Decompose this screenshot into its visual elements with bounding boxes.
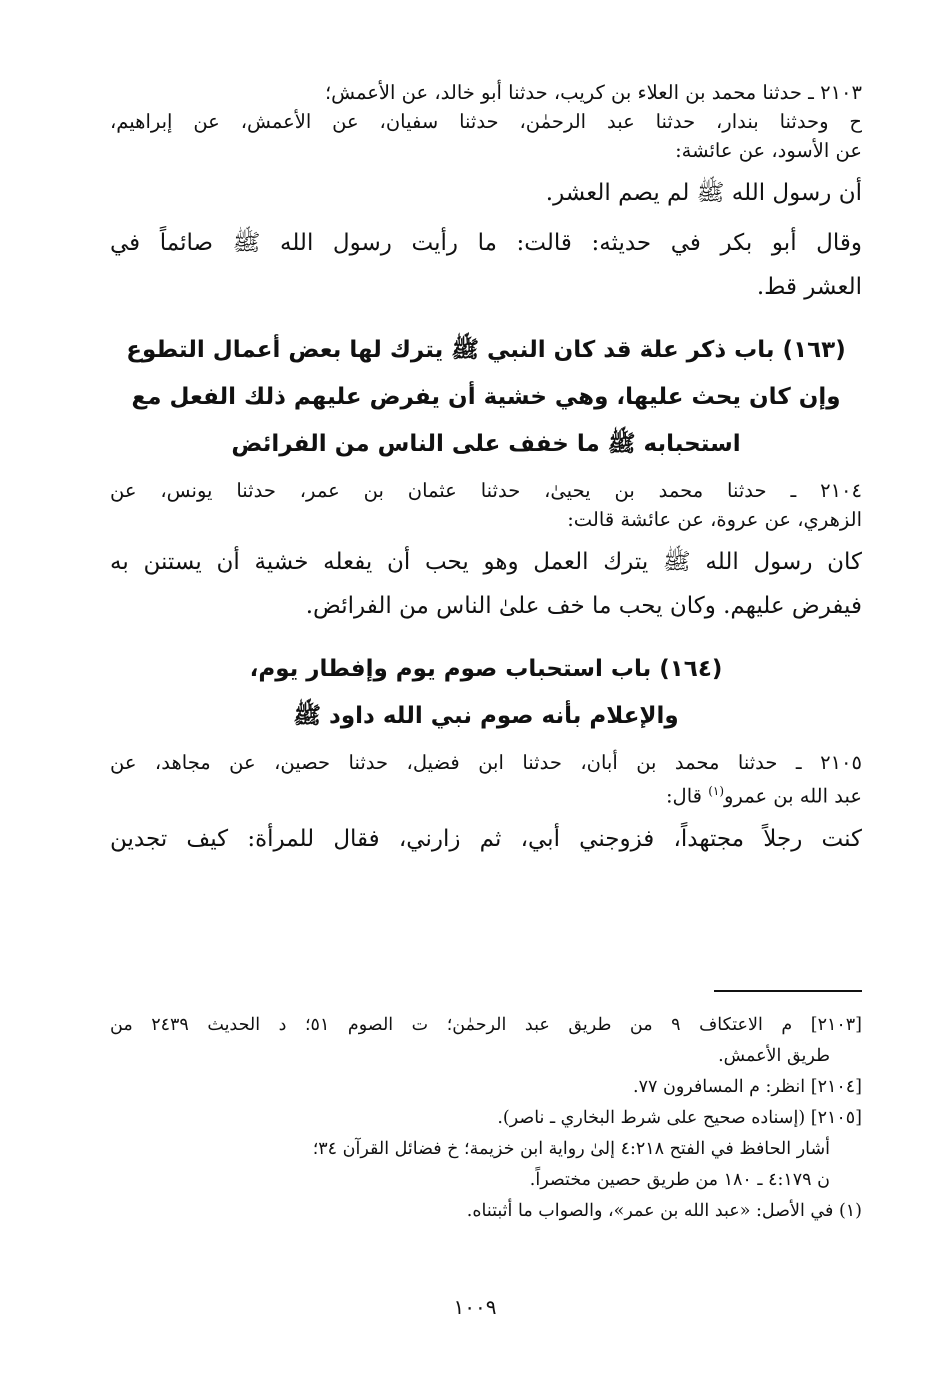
footnote-separator: [714, 990, 862, 992]
hadith-2105-narrator: عبد الله بن عمرو: [724, 784, 862, 808]
chapter-164-heading: [110, 646, 862, 740]
hadith-2103-matn-line-3: العشر قط.: [756, 274, 862, 300]
hadith-2105-isnad-line-1: ٢١٠٥ ـ حدثنا محمد بن أبان، حدثنا ابن فضيل، حدثنا حصين، عن مجاهد، عن: [110, 751, 862, 774]
chapter-163-heading-line-3: استحبابه ﷺ ما خفف على الناس من الفرائض: [231, 431, 741, 457]
footnote-2105-line-3: ن ٤:١٧٩ ـ ١٨٠ من طريق حصين مختصراً.: [529, 1170, 830, 1190]
hadith-2103-matn-line-1: أن رسول الله ﷺ لم يصم العشر.: [545, 180, 862, 206]
hadith-2105: [110, 748, 862, 861]
footnote-2103-line-1: [٢١٠٣] م الاعتكاف ٩ من طريق عبد الرحمٰن؛ ت الصوم ٥١؛ د الحديث ٢٤٣٩ من: [110, 1015, 862, 1035]
hadith-2105-matn-line-1: كنت رجلاً مجتهداً، فزوجني أبي، ثم زارني، فقال للمرأة: كيف تجدين: [110, 825, 862, 852]
hadith-2103-isnad-line-3: عن الأسود، عن عائشة:: [675, 139, 862, 162]
hadith-2105-isnad-line-2: [110, 777, 862, 811]
page-body: [110, 78, 862, 861]
chapter-163-heading: [110, 327, 862, 468]
hadith-2104-matn-line-2: فيفرض عليهم. وكان يحب ما خف علىٰ الناس من الفرائض.: [305, 593, 862, 619]
hadith-2104-isnad-line-2: الزهري، عن عروة، عن عائشة قالت:: [567, 508, 862, 531]
page-number: ١٠٠٩: [453, 1295, 497, 1319]
footnotes: [110, 1010, 862, 1227]
footnote-2104: [٢١٠٤] انظر: م المسافرون ٧٧.: [633, 1077, 862, 1097]
chapter-163-heading-line-1: (١٦٣) باب ذكر علة قد كان النبي ﷺ يترك لها بعض أعمال التطوع: [126, 337, 846, 363]
footnote-2103-line-2: طريق الأعمش.: [718, 1046, 830, 1066]
chapter-164-heading-line-2: والإعلام بأنه صوم نبي الله داود ﷺ: [293, 703, 679, 729]
hadith-2104-matn-line-1: كان رسول الله ﷺ يترك العمل وهو يحب أن يفعله خشية أن يستنن به: [110, 549, 862, 575]
hadith-2104: [110, 476, 862, 628]
hadith-2103-matn-line-2: وقال أبو بكر في حديثه: قالت: ما رأيت رسول الله ﷺ صائماً في: [110, 230, 862, 256]
hadith-2103: [110, 78, 862, 309]
footnote-2105: [٢١٠٥] (إسناده صحيح على شرط البخاري ـ ناصر).: [497, 1108, 862, 1128]
chapter-163-heading-line-2: وإن كان يحث عليها، وهي خشية أن يفرض عليهم ذلك الفعل مع: [131, 384, 841, 410]
hadith-2103-isnad-line-2: ح وحدثنا بندار، حدثنا عبد الرحمٰن، حدثنا سفيان، عن الأعمش، عن إبراهيم،: [110, 110, 862, 133]
footnote-marker-1: (١): [708, 784, 725, 798]
chapter-164-heading-line-1: (١٦٤) باب استحباب صوم يوم وإفطار يوم،: [249, 656, 723, 682]
hadith-2104-isnad-line-1: ٢١٠٤ ـ حدثنا محمد بن يحيىٰ، حدثنا عثمان بن عمر، حدثنا يونس، عن: [110, 479, 862, 502]
hadith-2103-isnad-line-1: ٢١٠٣ ـ حدثنا محمد بن العلاء بن كريب، حدثنا أبو خالد، عن الأعمش؛: [324, 81, 862, 104]
footnote-2105-line-2: أشار الحافظ في الفتح ٤:٢١٨ إلىٰ رواية ابن خزيمة؛ خ فضائل القرآن ٣٤؛: [312, 1139, 830, 1159]
hadith-2105-qala: قال:: [665, 784, 709, 808]
footnote-1: (١) في الأصل: «عبد الله بن عمر»، والصواب ما أثبتناه.: [466, 1201, 862, 1221]
